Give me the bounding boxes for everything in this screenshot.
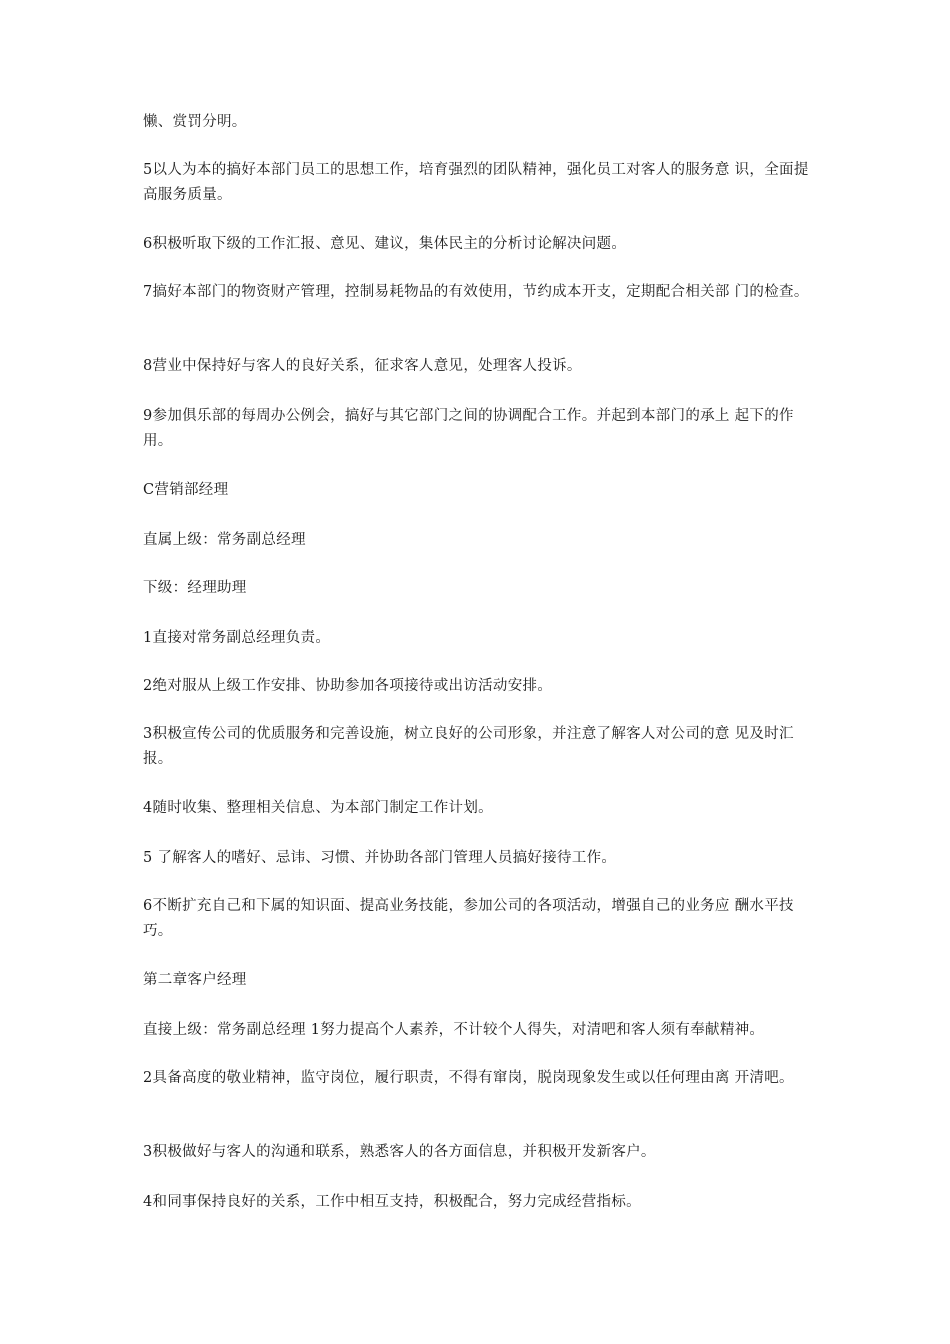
direct-superior-line: 直属上级：常务副总经理: [143, 532, 306, 548]
paragraph-item-6: 6积极听取下级的工作汇报、意见、建议，集体民主的分析讨论解决问题。: [143, 236, 627, 252]
section-heading-marketing-manager: C营销部经理: [143, 482, 229, 498]
subordinate-line: 下级：经理助理: [143, 580, 247, 596]
marketing-item-3: 3积极宣传公司的优质服务和完善设施，树立良好的公司形象，并注意了解客人对公司的意 见及时汇报。: [143, 726, 794, 767]
account-item-4: 4和同事保持良好的关系，工作中相互支持，积极配合，努力完成经营指标。: [143, 1194, 641, 1210]
marketing-item-6: 6不断扩充自己和下属的知识面、提高业务技能，参加公司的各项活动，增强自己的业务应 酬水平技巧。: [143, 898, 794, 939]
paragraph-item-9: 9参加俱乐部的每周办公例会，搞好与其它部门之间的协调配合工作。并起到本部门的承上 起下的作用。: [143, 408, 794, 449]
paragraph-item-5: 5以人为本的搞好本部门员工的思想工作，培育强烈的团队精神，强化员工对客人的服务意 识，全面提高服务质量。: [143, 162, 809, 203]
marketing-item-1: 1直接对常务副总经理负责。: [143, 630, 331, 646]
account-item-3: 3积极做好与客人的沟通和联系，熟悉客人的各方面信息，并积极开发新客户。: [143, 1144, 656, 1160]
paragraph-item-7: 7搞好本部门的物资财产管理，控制易耗物品的有效使用，节约成本开支，定期配合相关部 门的检查。: [143, 284, 809, 300]
marketing-item-5: 5 了解客人的嗜好、忌讳、习惯、并协助各部门管理人员搞好接待工作。: [143, 850, 617, 866]
marketing-item-2: 2绝对服从上级工作安排、协助参加各项接待或出访活动安排。: [143, 678, 553, 694]
marketing-item-4: 4随时收集、整理相关信息、为本部门制定工作计划。: [143, 800, 493, 816]
paragraph-continuation: 懒、赏罚分明。: [143, 114, 247, 130]
chapter-heading-account-manager: 第二章客户经理: [143, 972, 247, 988]
paragraph-item-8: 8营业中保持好与客人的良好关系，征求客人意见，处理客人投诉。: [143, 358, 582, 374]
account-item-1: 直接上级：常务副总经理 1努力提高个人素养，不计较个人得失，对清吧和客人须有奉献精神。: [143, 1022, 765, 1038]
account-item-2: 2具备高度的敬业精神，监守岗位，履行职责，不得有窜岗，脱岗现象发生或以任何理由离 开清吧。: [143, 1070, 794, 1086]
